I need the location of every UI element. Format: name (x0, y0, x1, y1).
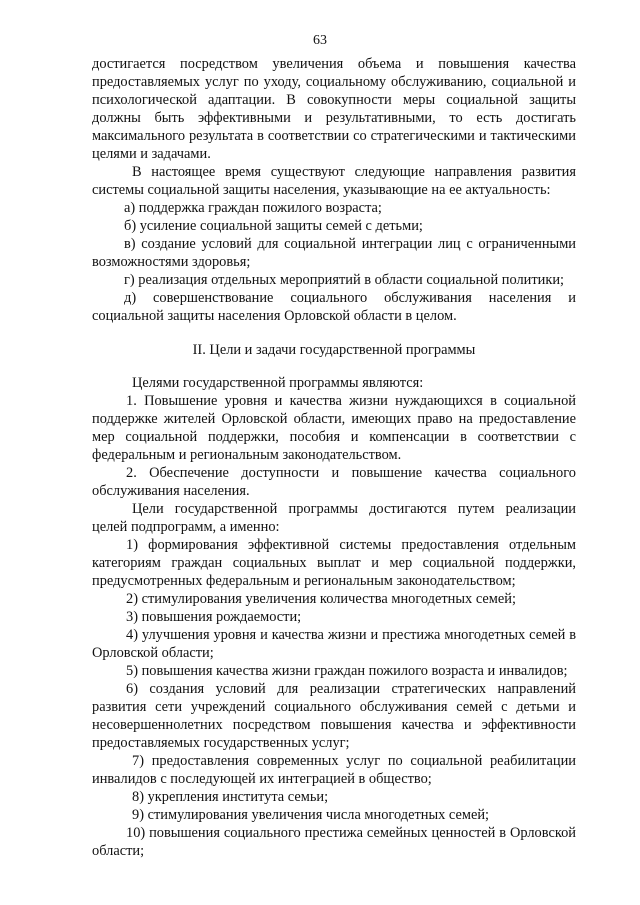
page-number: 63 (313, 33, 327, 48)
list-item: 6) создания условий для реализации стратегических направлений развития сети учреждений социального обслуживания семей с детьми и несовершеннолетних посредством повышения качества и эффективности предоставляемых государственных услуг; (92, 681, 576, 751)
list-item: 8) укрепления института семьи; (132, 789, 329, 805)
paragraph: достигается посредством увеличения объема и повышения качества предоставляемых услуг по уходу, социальному обслуживанию, социальной и психологической адаптации. В совокупности меры социальной защиты должны быть эффективными и результативными, то есть достигать максимального результата в соответствии со стратегическими и тактическими целями и задачами. (92, 56, 576, 162)
list-item: 4) улучшения уровня и качества жизни и престижа многодетных семей в Орловской области; (92, 627, 576, 661)
list-item: 2. Обеспечение доступности и повышение качества социального обслуживания населения. (92, 465, 576, 499)
list-item: 1. Повышение уровня и качества жизни нуждающихся в социальной поддержке жителей Орловской области, имеющих право на предоставление мер социальной поддержки, пособия и компенсации в соответствии с федеральным и региональным законодательством. (92, 393, 576, 463)
list-item: в) создание условий для социальной интеграции лиц с ограниченными возможностями здоровья; (92, 236, 576, 270)
paragraph: Цели государственной программы достигаются путем реализации целей подпрограмм, а именно: (92, 501, 576, 535)
list-item: 3) повышения рождаемости; (126, 609, 302, 625)
list-item: б) усиление социальной защиты семей с детьми; (124, 218, 423, 234)
list-item: 10) повышения социального престижа семейных ценностей в Орловской области; (92, 825, 576, 859)
paragraph: В настоящее время существуют следующие направления развития системы социальной защиты населения, указывающие на ее актуальность: (92, 164, 576, 198)
list-item: а) поддержка граждан пожилого возраста; (124, 200, 382, 216)
page-content (92, 55, 576, 860)
list-item: 7) предоставления современных услуг по социальной реабилитации инвалидов с последующей их интеграцией в общество; (92, 753, 576, 787)
list-item: 5) повышения качества жизни граждан пожилого возраста и инвалидов; (126, 663, 568, 679)
list-item: 1) формирования эффективной системы предоставления отдельным категориям граждан социальных выплат и мер социальной поддержки, предусмотренных федеральным и региональным законодательством; (92, 537, 576, 589)
list-item: 9) стимулирования увеличения числа многодетных семей; (132, 807, 490, 823)
list-item: 2) стимулирования увеличения количества многодетных семей; (126, 591, 516, 607)
list-item: г) реализация отдельных мероприятий в области социальной политики; (124, 272, 565, 288)
section-heading: II. Цели и задачи государственной программы (192, 342, 476, 358)
list-item: д) совершенствование социального обслуживания населения и социальной защиты населения Орловской области в целом. (92, 290, 576, 324)
paragraph: Целями государственной программы являются: (132, 375, 424, 391)
